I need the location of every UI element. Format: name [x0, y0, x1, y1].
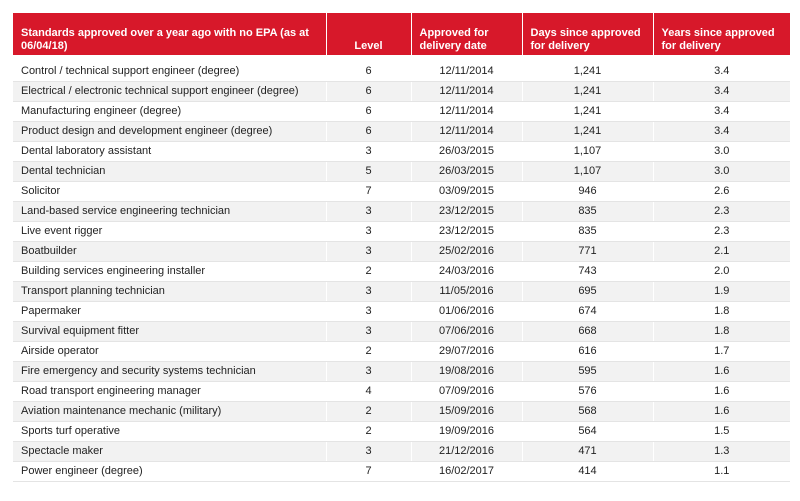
cell-standard-name: Product design and development engineer (degree) [13, 121, 326, 141]
cell-years-since: 1.6 [653, 361, 790, 381]
cell-standard-name: Spectacle maker [13, 441, 326, 461]
cell-years-since: 3.4 [653, 121, 790, 141]
table-row [13, 341, 790, 361]
cell-standard-name: Boatbuilder [13, 241, 326, 261]
table-row [13, 461, 790, 481]
cell-approved-date: 12/11/2014 [411, 121, 522, 141]
cell-approved-date: 07/09/2016 [411, 381, 522, 401]
cell-level: 3 [326, 141, 411, 161]
cell-days-since: 771 [522, 241, 653, 261]
cell-level: 7 [326, 181, 411, 201]
cell-approved-date: 12/11/2014 [411, 61, 522, 81]
cell-standard-name: Survival equipment fitter [13, 321, 326, 341]
cell-approved-date: 26/03/2015 [411, 161, 522, 181]
cell-approved-date: 15/09/2016 [411, 401, 522, 421]
table-row [13, 361, 790, 381]
epa-standards-table-container [13, 13, 790, 482]
cell-approved-date: 07/06/2016 [411, 321, 522, 341]
table-row [13, 381, 790, 401]
cell-years-since: 3.4 [653, 101, 790, 121]
table-row [13, 161, 790, 181]
cell-approved-date: 23/12/2015 [411, 221, 522, 241]
table-row [13, 141, 790, 161]
cell-approved-date: 19/08/2016 [411, 361, 522, 381]
table-row [13, 101, 790, 121]
cell-years-since: 2.3 [653, 201, 790, 221]
cell-level: 2 [326, 401, 411, 421]
table-row [13, 221, 790, 241]
cell-years-since: 2.0 [653, 261, 790, 281]
cell-years-since: 3.0 [653, 161, 790, 181]
cell-standard-name: Building services engineering installer [13, 261, 326, 281]
cell-level: 3 [326, 281, 411, 301]
cell-level: 5 [326, 161, 411, 181]
cell-level: 2 [326, 421, 411, 441]
cell-days-since: 668 [522, 321, 653, 341]
cell-days-since: 1,241 [522, 81, 653, 101]
cell-years-since: 1.8 [653, 301, 790, 321]
cell-level: 6 [326, 61, 411, 81]
cell-approved-date: 16/02/2017 [411, 461, 522, 481]
epa-standards-table [13, 13, 790, 482]
cell-level: 7 [326, 461, 411, 481]
cell-years-since: 1.5 [653, 421, 790, 441]
cell-standard-name: Airside operator [13, 341, 326, 361]
header-days-since: Days since approved for delivery [522, 13, 653, 55]
table-row [13, 241, 790, 261]
table-row [13, 61, 790, 81]
cell-approved-date: 11/05/2016 [411, 281, 522, 301]
table-row [13, 421, 790, 441]
table-row [13, 301, 790, 321]
cell-days-since: 835 [522, 201, 653, 221]
table-header-row [13, 13, 790, 55]
cell-standard-name: Power engineer (degree) [13, 461, 326, 481]
cell-standard-name: Live event rigger [13, 221, 326, 241]
cell-level: 4 [326, 381, 411, 401]
header-level: Level [326, 13, 411, 55]
cell-approved-date: 24/03/2016 [411, 261, 522, 281]
cell-standard-name: Sports turf operative [13, 421, 326, 441]
cell-standard-name: Aviation maintenance mechanic (military) [13, 401, 326, 421]
cell-days-since: 1,241 [522, 101, 653, 121]
cell-level: 3 [326, 201, 411, 221]
cell-years-since: 2.6 [653, 181, 790, 201]
header-standard: Standards approved over a year ago with no EPA (as at 06/04/18) [13, 13, 326, 55]
table-row [13, 441, 790, 461]
cell-standard-name: Dental laboratory assistant [13, 141, 326, 161]
cell-years-since: 3.0 [653, 141, 790, 161]
header-years-since: Years since approved for delivery [653, 13, 790, 55]
cell-level: 6 [326, 101, 411, 121]
cell-approved-date: 03/09/2015 [411, 181, 522, 201]
cell-years-since: 2.1 [653, 241, 790, 261]
cell-years-since: 1.9 [653, 281, 790, 301]
cell-standard-name: Land-based service engineering technician [13, 201, 326, 221]
cell-standard-name: Manufacturing engineer (degree) [13, 101, 326, 121]
cell-approved-date: 25/02/2016 [411, 241, 522, 261]
table-row [13, 321, 790, 341]
cell-standard-name: Control / technical support engineer (degree) [13, 61, 326, 81]
cell-years-since: 2.3 [653, 221, 790, 241]
cell-years-since: 1.1 [653, 461, 790, 481]
cell-standard-name: Dental technician [13, 161, 326, 181]
cell-years-since: 3.4 [653, 81, 790, 101]
cell-approved-date: 26/03/2015 [411, 141, 522, 161]
cell-years-since: 1.3 [653, 441, 790, 461]
cell-days-since: 595 [522, 361, 653, 381]
cell-standard-name: Papermaker [13, 301, 326, 321]
header-approved-date: Approved for delivery date [411, 13, 522, 55]
cell-days-since: 835 [522, 221, 653, 241]
cell-days-since: 743 [522, 261, 653, 281]
cell-level: 3 [326, 361, 411, 381]
cell-approved-date: 12/11/2014 [411, 81, 522, 101]
cell-approved-date: 19/09/2016 [411, 421, 522, 441]
cell-standard-name: Transport planning technician [13, 281, 326, 301]
cell-days-since: 1,107 [522, 141, 653, 161]
table-row [13, 121, 790, 141]
cell-days-since: 564 [522, 421, 653, 441]
cell-approved-date: 21/12/2016 [411, 441, 522, 461]
cell-days-since: 1,241 [522, 61, 653, 81]
cell-years-since: 3.4 [653, 61, 790, 81]
cell-days-since: 1,107 [522, 161, 653, 181]
cell-days-since: 616 [522, 341, 653, 361]
cell-approved-date: 29/07/2016 [411, 341, 522, 361]
cell-standard-name: Solicitor [13, 181, 326, 201]
cell-standard-name: Fire emergency and security systems technician [13, 361, 326, 381]
cell-approved-date: 12/11/2014 [411, 101, 522, 121]
cell-approved-date: 23/12/2015 [411, 201, 522, 221]
cell-days-since: 471 [522, 441, 653, 461]
cell-days-since: 674 [522, 301, 653, 321]
cell-level: 3 [326, 441, 411, 461]
cell-days-since: 946 [522, 181, 653, 201]
cell-days-since: 1,241 [522, 121, 653, 141]
cell-years-since: 1.8 [653, 321, 790, 341]
table-row [13, 201, 790, 221]
cell-standard-name: Road transport engineering manager [13, 381, 326, 401]
table-row [13, 401, 790, 421]
cell-level: 3 [326, 221, 411, 241]
cell-years-since: 1.6 [653, 401, 790, 421]
cell-years-since: 1.6 [653, 381, 790, 401]
cell-years-since: 1.7 [653, 341, 790, 361]
cell-approved-date: 01/06/2016 [411, 301, 522, 321]
cell-days-since: 576 [522, 381, 653, 401]
cell-level: 2 [326, 261, 411, 281]
cell-level: 3 [326, 301, 411, 321]
cell-level: 3 [326, 241, 411, 261]
table-row [13, 261, 790, 281]
cell-level: 6 [326, 81, 411, 101]
table-row [13, 81, 790, 101]
cell-level: 3 [326, 321, 411, 341]
cell-level: 2 [326, 341, 411, 361]
table-row [13, 181, 790, 201]
cell-days-since: 568 [522, 401, 653, 421]
cell-level: 6 [326, 121, 411, 141]
table-row [13, 281, 790, 301]
cell-days-since: 695 [522, 281, 653, 301]
cell-standard-name: Electrical / electronic technical support engineer (degree) [13, 81, 326, 101]
cell-days-since: 414 [522, 461, 653, 481]
